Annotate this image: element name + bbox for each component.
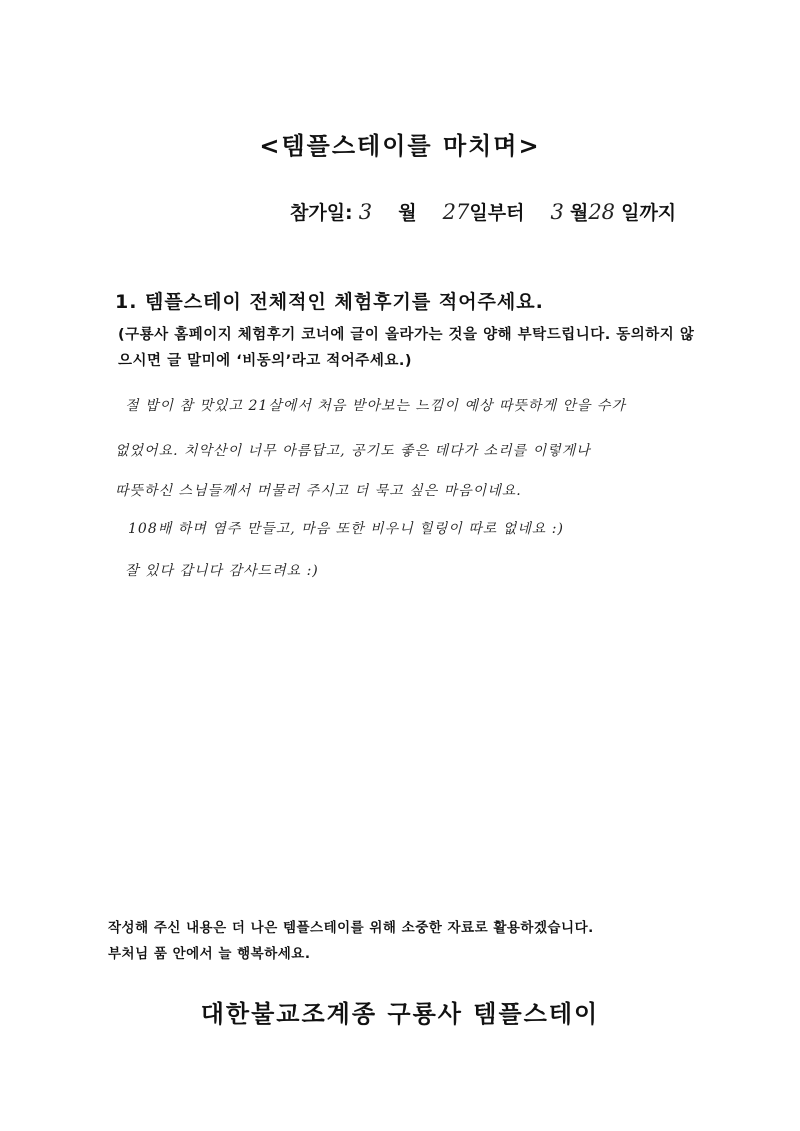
footer-blessing-line: 부처님 품 안에서 늘 행복하세요. <box>108 946 311 962</box>
page-title: <템플스테이를 마치며> <box>259 132 541 160</box>
start-month-handwritten: 3 <box>358 200 373 224</box>
handwritten-answer-line: 108배 하며 염주 만들고, 마음 또한 비우니 힐링이 따로 없네요 :) <box>128 521 564 537</box>
question-1-title: 1. 템플스테이 전체적인 체험후기를 적어주세요. <box>115 291 544 313</box>
handwritten-answer-line: 절 밥이 참 맛있고 21살에서 처음 받아보는 느낌이 예상 따뜻하게 안을 수가 <box>125 398 626 414</box>
handwritten-answer-line: 잘 있다 갑니다 감사드려요 :) <box>125 563 319 579</box>
start-month-word: 월 <box>398 202 417 224</box>
day-until-label: 일까지 <box>621 202 677 224</box>
footer-thanks-line: 작성해 주신 내용은 더 나은 템플스테이를 위해 소중한 자료로 활용하겠습니다. <box>108 920 594 936</box>
handwritten-answer-line: 없었어요. 치악산이 너무 아름답고, 공기도 좋은 데다가 소리를 이렇게나 <box>115 443 591 459</box>
handwritten-answer-line: 따뜻하신 스님들께서 머물러 주시고 더 묵고 싶은 마음이네요. <box>115 483 522 499</box>
end-month-word: 월 <box>569 202 589 224</box>
participation-label: 참가일: <box>290 202 353 224</box>
day-from-label: 일부터 <box>469 202 525 224</box>
end-month-handwritten: 3 <box>550 200 564 224</box>
question-1-note: (구룡사 홈페이지 체험후기 코너에 글이 올라가는 것을 양해 부탁드립니다. 동의하지 않으시면 글 말미에 ‘비동의’라고 적어주세요.) <box>118 327 695 369</box>
organization-name: 대한불교조계종 구룡사 템플스테이 <box>200 1000 600 1028</box>
start-day-handwritten: 27 <box>442 200 470 224</box>
participation-date-row <box>290 198 676 225</box>
end-day-handwritten: 28 <box>588 200 616 224</box>
